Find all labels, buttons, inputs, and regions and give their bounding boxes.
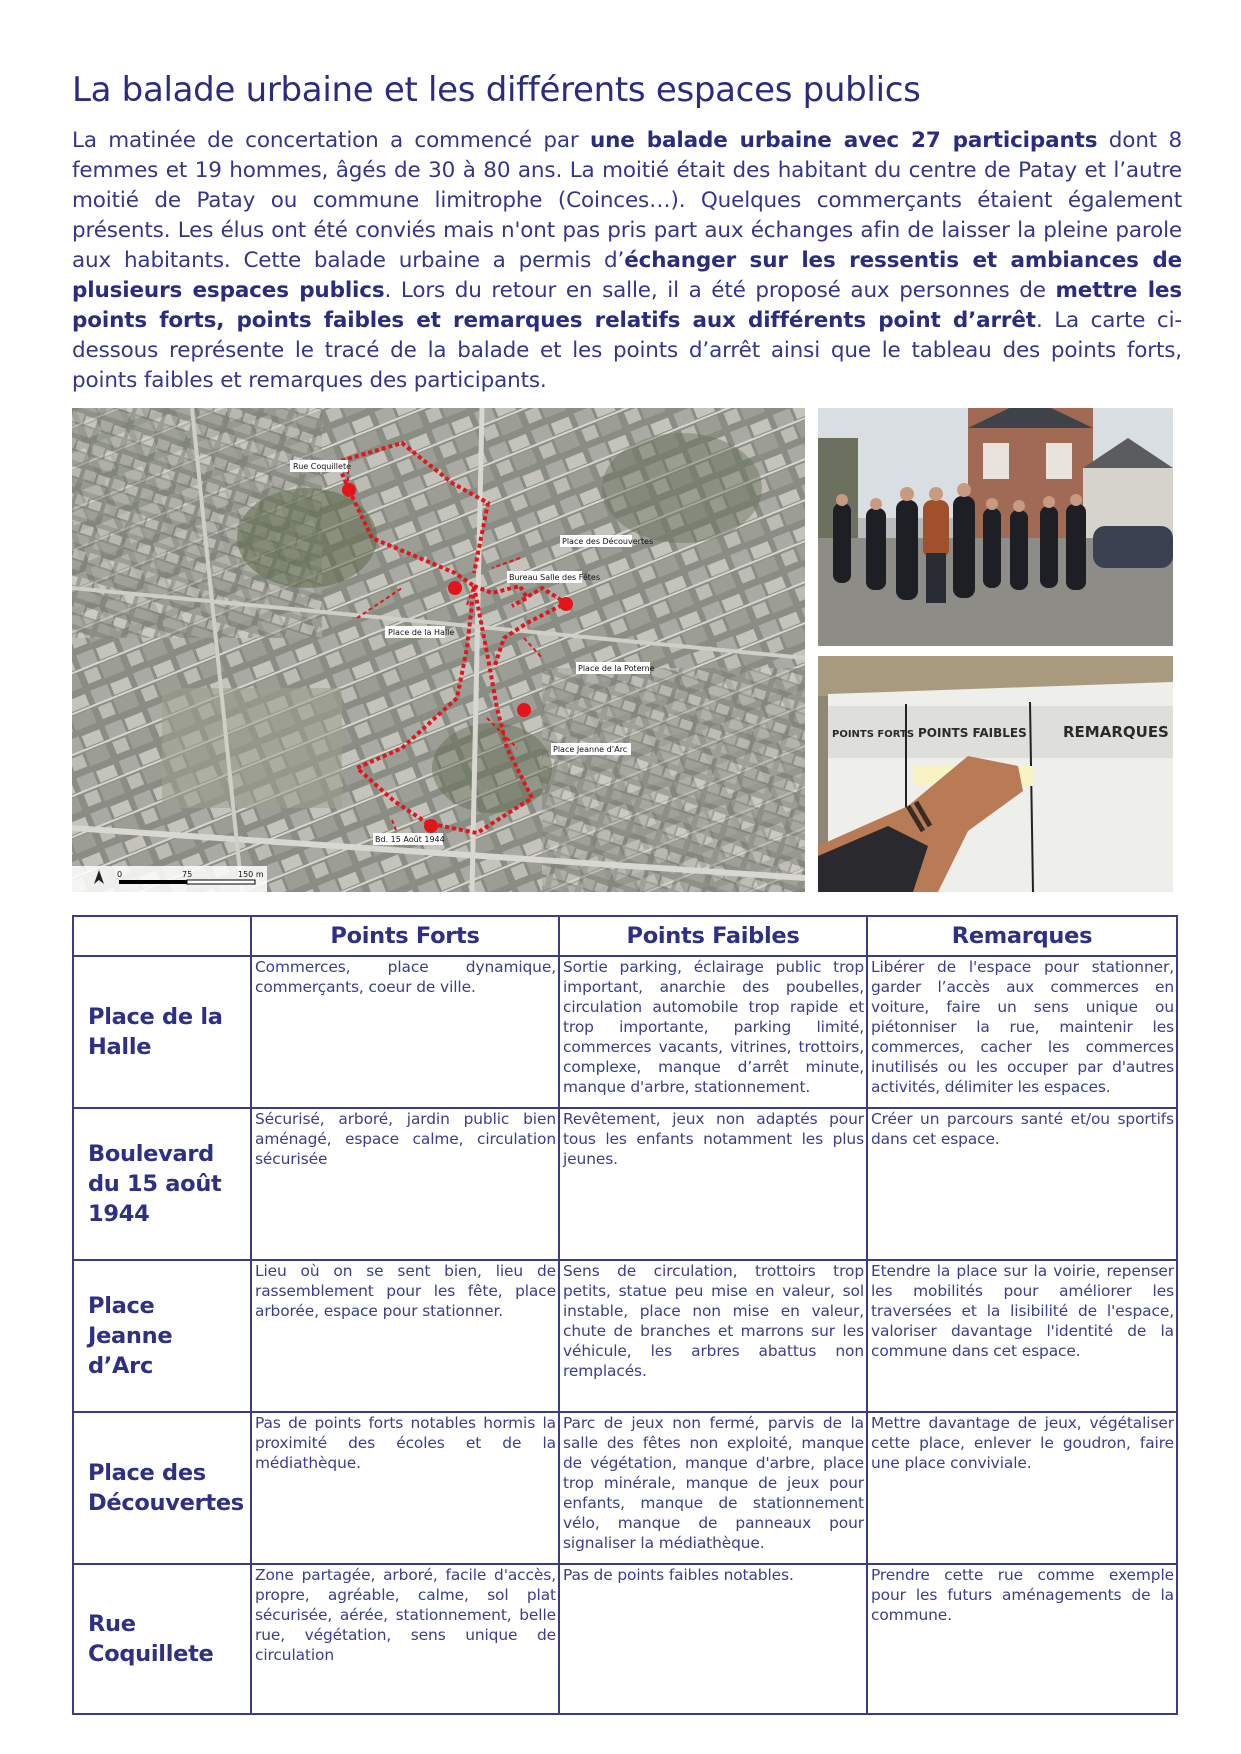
cell-points-forts: Commerces, place dynamique, commerçants, coeur de ville. (251, 956, 559, 1108)
board-label: POINTS FORTS (832, 729, 915, 740)
row-label: Place des Découvertes (73, 1412, 251, 1564)
row-label: Place Jeanne d’Arc (73, 1260, 251, 1412)
assessment-table (72, 915, 1178, 1715)
cell-points-forts: Pas de points forts notables hormis la proximité des écoles et de la médiathèque. (251, 1412, 559, 1564)
stop-marker[interactable] (517, 703, 531, 717)
cell-remarques: Créer un parcours santé et/ou sportifs dans cet espace. (867, 1108, 1177, 1260)
cell-points-faibles: Revêtement, jeux non adaptés pour tous les enfants notamment les plus jeunes. (559, 1108, 867, 1260)
stop-marker[interactable] (342, 483, 356, 497)
cell-remarques: Libérer de l'espace pour stationner, garder l’accès aux commerces en voiture, faire un sens unique ou piétonniser la rue, maintenir les commerces, cacher les commerces inutilisés ou les occuper par d'autres activités, délimiter les espaces. (867, 956, 1177, 1108)
intro-text: dont 8 femmes et 19 hommes, âgés de 30 à 80 ans. La moitié était des habitant du centre de Patay et l’autre moitié de Patay ou commune limitrophe (Coinces…). Quelques commerçants étaient également présents. Les élus ont été conviés mais n'ont pas pris part aux échanges afin de laisser la pleine parole aux habitants. Cette balade urbaine a permis d’ (72, 128, 1182, 273)
header-points-faibles: Points Faibles (559, 916, 867, 956)
page-title: La balade urbaine et les différents espaces publics (72, 70, 921, 110)
map-label: Place de la Halle (388, 628, 455, 637)
map-label: Bd. 15 Août 1944 (375, 835, 445, 844)
header-remarques: Remarques (867, 916, 1177, 956)
board-label: POINTS FAIBLES (918, 726, 1027, 740)
map-label: Rue Coquillete (293, 462, 352, 471)
cell-remarques: Mettre davantage de jeux, végétaliser cette place, enlever le goudron, faire une place conviviale. (867, 1412, 1177, 1564)
stop-marker[interactable] (448, 581, 462, 595)
cell-points-forts: Lieu où on se sent bien, lieu de rassemblement pour les fête, place arborée, espace pour stationner. (251, 1260, 559, 1412)
table-row (73, 1564, 1177, 1714)
intro-highlight: une balade urbaine avec 27 participants (590, 128, 1098, 153)
intro-text: . Lors du retour en salle, il a été proposé aux personnes de (384, 278, 1056, 303)
table-row (73, 1412, 1177, 1564)
cell-remarques: Etendre la place sur la voirie, repenser les mobilités pour améliorer les traversées et la lisibilité de l'espace, valoriser davantage l'identité de la commune dans cet espace. (867, 1260, 1177, 1412)
map-label: Place des Découvertes (562, 537, 654, 546)
cell-points-faibles: Sens de circulation, trottoirs trop petits, statue peu mise en valeur, sol instable, place non mise en valeur, chute de branches et marrons sur les véhicule, les arbres abattus non remplacés. (559, 1260, 867, 1412)
cell-remarques: Prendre cette rue comme exemple pour les futurs aménagements de la commune. (867, 1564, 1177, 1714)
photo-board (818, 656, 1173, 892)
stop-marker[interactable] (559, 597, 573, 611)
aerial-route-map (72, 408, 805, 892)
table-header-row (73, 916, 1177, 956)
map-label: Bureau Salle des Fêtes (509, 573, 601, 582)
table-row (73, 956, 1177, 1108)
header-empty (73, 916, 251, 956)
row-label: Boulevard du 15 août 1944 (73, 1108, 251, 1260)
intro-text: . La carte ci-dessous représente le tracé de la balade et les points d’arrêt ainsi que le tableau des points forts, points faibles et remarques des participants. (72, 308, 1183, 393)
intro-highlight: échanger sur les ressentis et ambiances de plusieurs espaces publics (72, 248, 1183, 303)
cell-points-faibles: Parc de jeux non fermé, parvis de la salle des fêtes non exploité, manque de végétation, manque d'arbre, place trop minérale, manque de jeux pour enfants, manque de stationnement vélo, manque de panneaux pour signaliser la médiathèque. (559, 1412, 867, 1564)
table-row (73, 1108, 1177, 1260)
scale-label: 0 (117, 870, 123, 879)
cell-points-faibles: Pas de points faibles notables. (559, 1564, 867, 1714)
photo-participants (818, 408, 1173, 646)
scale-label: 75 (182, 870, 193, 879)
table-row (73, 1260, 1177, 1412)
row-label: Place de la Halle (73, 956, 251, 1108)
intro-text: La matinée de concertation a commencé par (72, 128, 590, 153)
scale-bar (72, 866, 267, 892)
cell-points-faibles: Sortie parking, éclairage public trop important, anarchie des poubelles, circulation automobile trop rapide et trop importante, parking limité, commerces vacants, vitrines, trottoirs, complexe, manque d’arrêt minute, manque d'arbre, stationnement. (559, 956, 867, 1108)
header-points-forts: Points Forts (251, 916, 559, 956)
map-label: Place Jeanne d’Arc (553, 745, 628, 754)
map-label: Place de la Poterne (578, 664, 655, 673)
map-canvas (72, 408, 805, 892)
scale-label: 150 m (238, 870, 264, 879)
board-label: REMARQUES (1063, 723, 1169, 741)
row-label: Rue Coquillete (73, 1564, 251, 1714)
cell-points-forts: Zone partagée, arboré, facile d'accès, propre, agréable, calme, sol plat sécurisée, aérée, stationnement, belle rue, végétation, sens unique de circulation (251, 1564, 559, 1714)
intro-highlight: mettre les points forts, points faibles et remarques relatifs aux différents point d’arrêt (72, 278, 1182, 333)
intro-paragraph (72, 126, 1182, 396)
stop-marker[interactable] (424, 819, 438, 833)
cell-points-forts: Sécurisé, arboré, jardin public bien aménagé, espace calme, circulation sécurisée (251, 1108, 559, 1260)
